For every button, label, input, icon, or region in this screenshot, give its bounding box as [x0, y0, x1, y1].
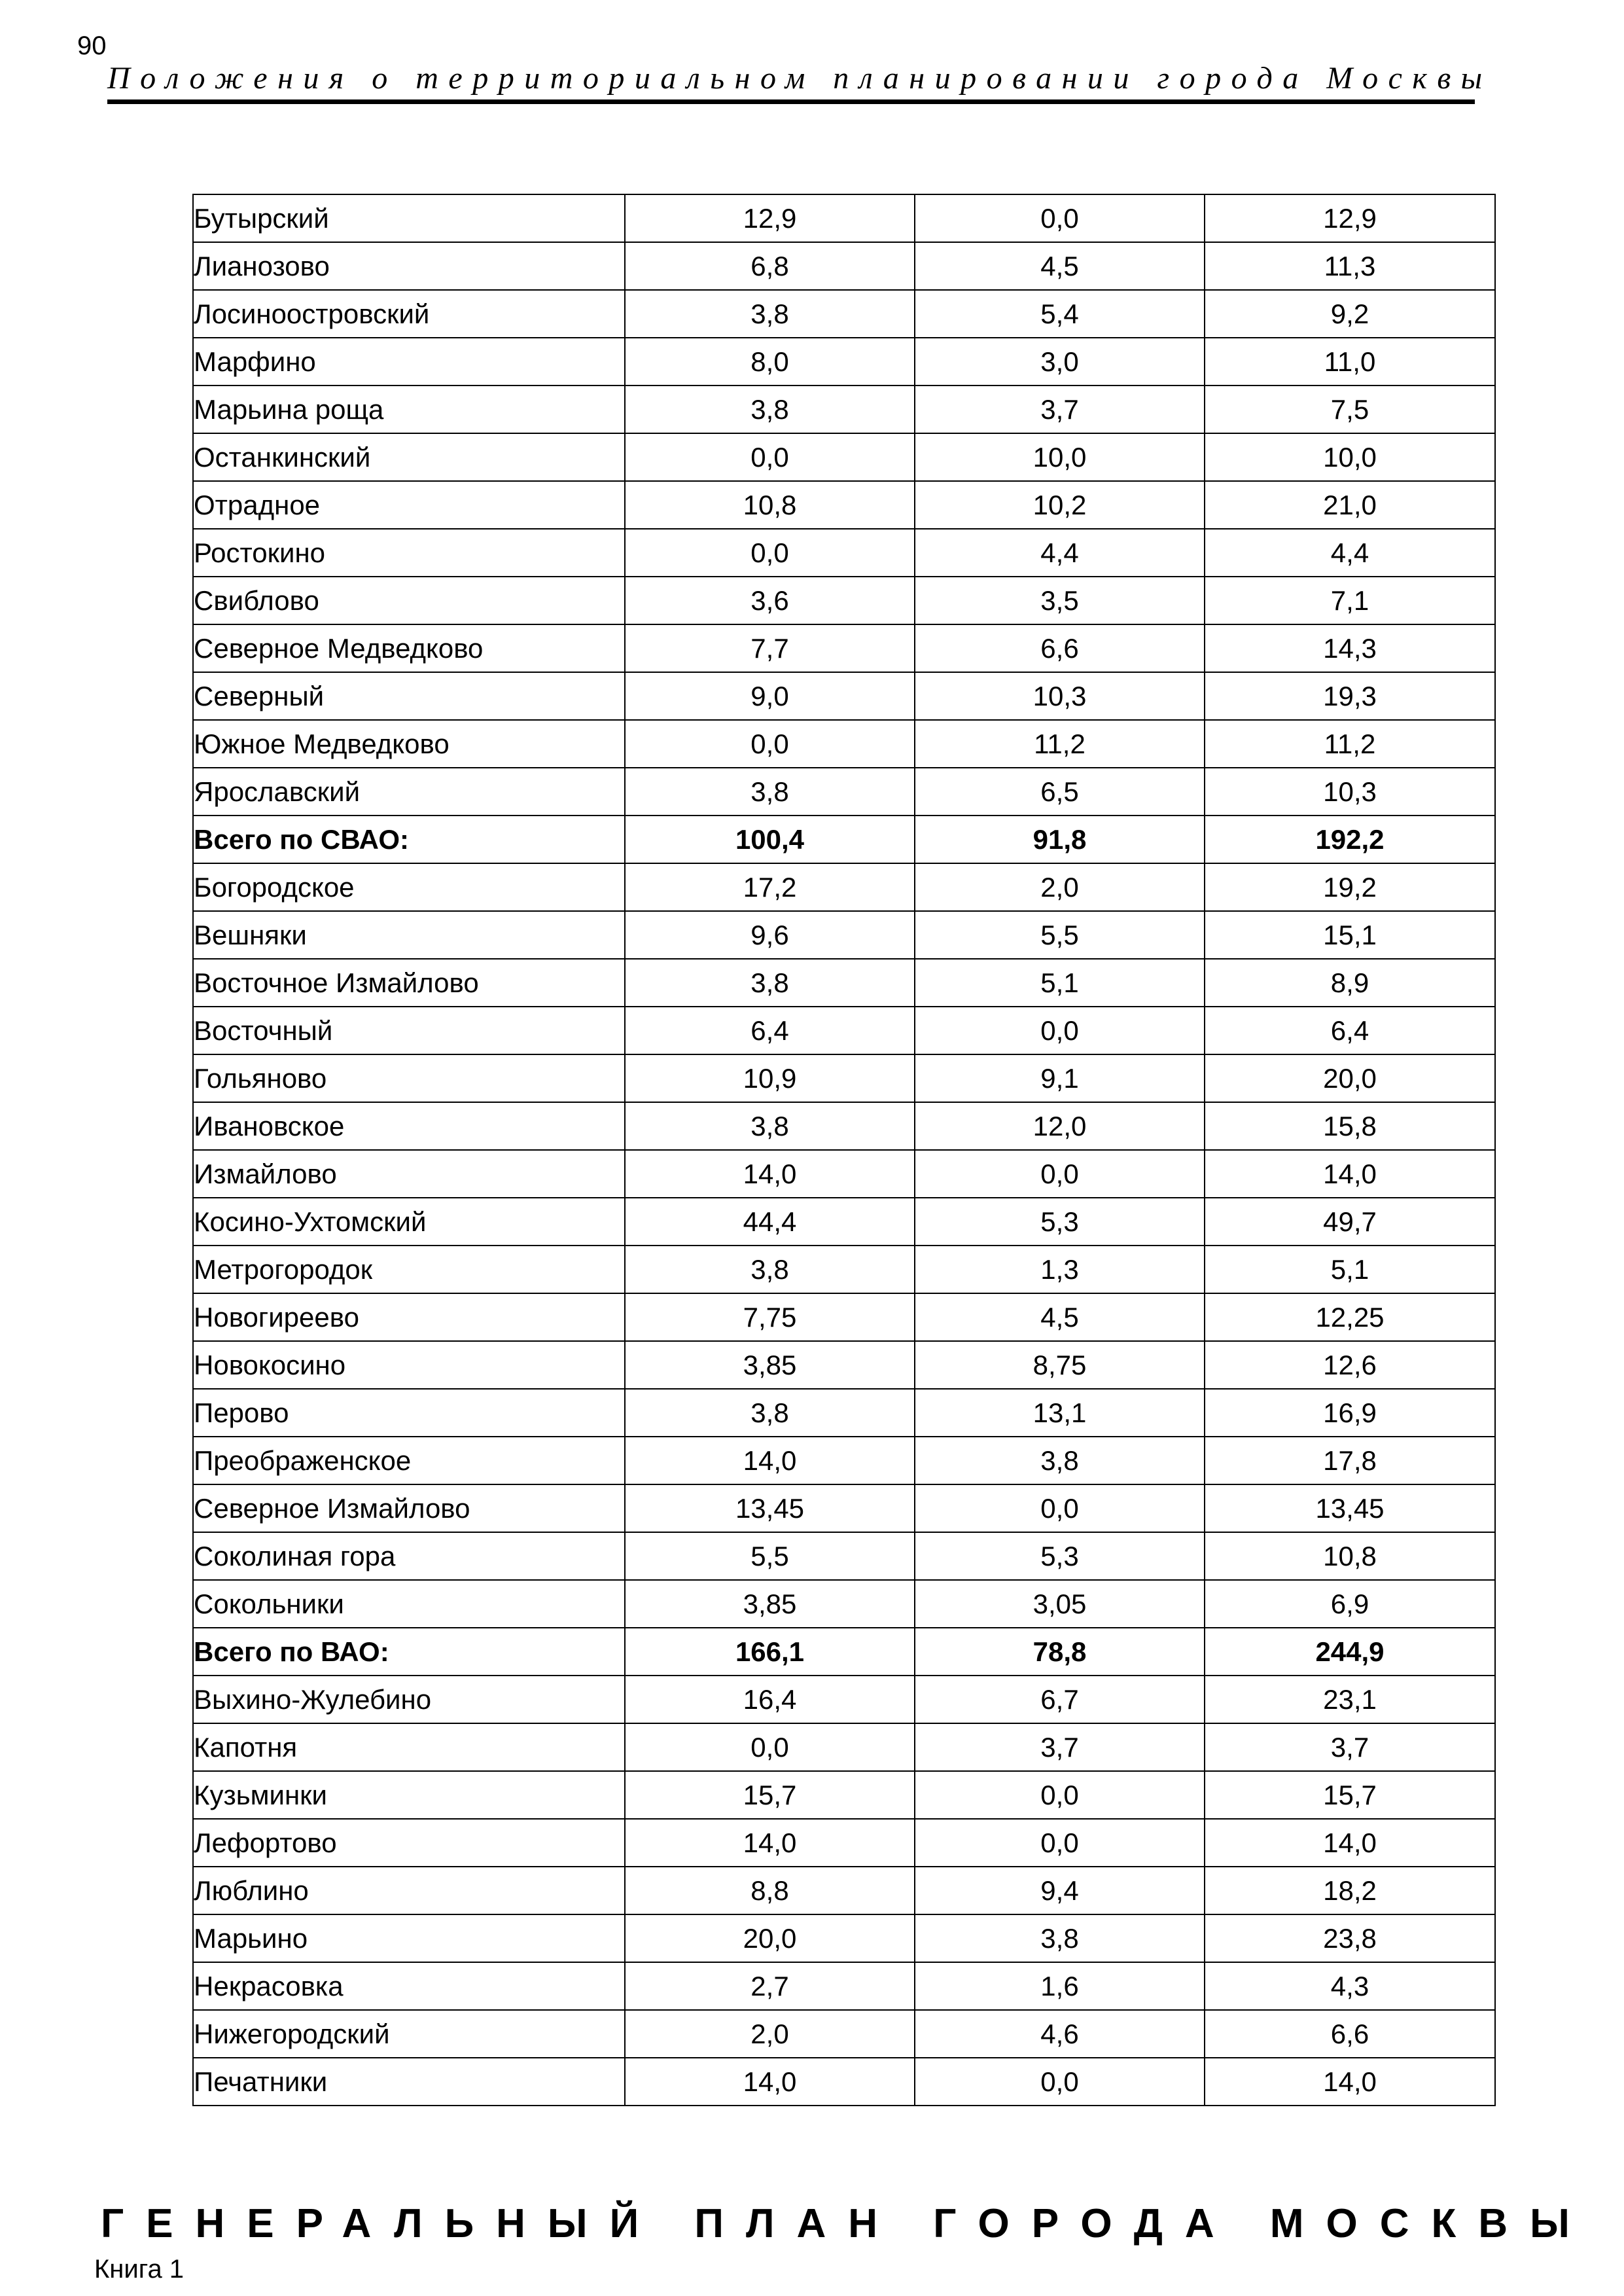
value-2-cell: 1,6: [915, 1962, 1205, 2010]
table-row: [193, 1867, 1495, 1914]
value-2-cell: 3,05: [915, 1580, 1205, 1628]
district-name-cell: Свиблово: [193, 577, 625, 624]
value-total-cell: 6,6: [1205, 2010, 1495, 2058]
district-name-cell: Марфино: [193, 338, 625, 386]
value-1-cell: 15,7: [625, 1771, 915, 1819]
value-total-cell: 10,0: [1205, 433, 1495, 481]
value-total-cell: 15,7: [1205, 1771, 1495, 1819]
value-total-cell: 10,8: [1205, 1532, 1495, 1580]
district-name-cell: Отрадное: [193, 481, 625, 529]
value-1-cell: 17,2: [625, 863, 915, 911]
value-1-cell: 3,85: [625, 1341, 915, 1389]
value-total-cell: 5,1: [1205, 1246, 1495, 1293]
value-2-cell: 0,0: [915, 194, 1205, 242]
table-row: [193, 1054, 1495, 1102]
value-total-cell: 21,0: [1205, 481, 1495, 529]
value-total-cell: 14,0: [1205, 1819, 1495, 1867]
value-1-cell: 5,5: [625, 1532, 915, 1580]
value-1-cell: 44,4: [625, 1198, 915, 1246]
value-1-cell: 6,8: [625, 242, 915, 290]
table-row: [193, 433, 1495, 481]
value-1-cell: 3,6: [625, 577, 915, 624]
value-1-cell: 0,0: [625, 433, 915, 481]
value-total-cell: 9,2: [1205, 290, 1495, 338]
value-total-cell: 18,2: [1205, 1867, 1495, 1914]
value-1-cell: 3,8: [625, 1246, 915, 1293]
value-total-cell: 23,8: [1205, 1914, 1495, 1962]
district-name-cell: Южное Медведково: [193, 720, 625, 768]
table-row: [193, 1246, 1495, 1293]
district-name-cell: Метрогородок: [193, 1246, 625, 1293]
value-2-cell: 9,4: [915, 1867, 1205, 1914]
value-1-cell: 12,9: [625, 194, 915, 242]
header-rule: [107, 99, 1475, 104]
table-body: [193, 194, 1495, 2106]
district-name-cell: Выхино-Жулебино: [193, 1676, 625, 1723]
district-name-cell: Восточный: [193, 1007, 625, 1054]
district-name-cell: Марьина роща: [193, 386, 625, 433]
value-2-cell: 91,8: [915, 816, 1205, 863]
table-row: [193, 1914, 1495, 1962]
district-name-cell: Печатники: [193, 2058, 625, 2106]
table-row: [193, 1580, 1495, 1628]
value-2-cell: 0,0: [915, 1007, 1205, 1054]
value-2-cell: 3,8: [915, 1914, 1205, 1962]
value-2-cell: 3,7: [915, 386, 1205, 433]
table-row: [193, 386, 1495, 433]
value-2-cell: 5,4: [915, 290, 1205, 338]
value-2-cell: 4,5: [915, 242, 1205, 290]
value-1-cell: 0,0: [625, 720, 915, 768]
value-1-cell: 100,4: [625, 816, 915, 863]
value-1-cell: 3,8: [625, 959, 915, 1007]
district-name-cell: Марьино: [193, 1914, 625, 1962]
value-total-cell: 10,3: [1205, 768, 1495, 816]
value-2-cell: 6,6: [915, 624, 1205, 672]
district-name-cell: Новокосино: [193, 1341, 625, 1389]
value-1-cell: 0,0: [625, 1723, 915, 1771]
table-row: [193, 720, 1495, 768]
district-name-cell: Бутырский: [193, 194, 625, 242]
value-total-cell: 14,3: [1205, 624, 1495, 672]
value-total-cell: 3,7: [1205, 1723, 1495, 1771]
table-row: [193, 1437, 1495, 1484]
value-2-cell: 0,0: [915, 2058, 1205, 2106]
value-total-cell: 12,25: [1205, 1293, 1495, 1341]
table-row: [193, 1532, 1495, 1580]
value-2-cell: 11,2: [915, 720, 1205, 768]
value-total-cell: 4,4: [1205, 529, 1495, 577]
table-row: [193, 1150, 1495, 1198]
value-total-cell: 7,5: [1205, 386, 1495, 433]
value-2-cell: 13,1: [915, 1389, 1205, 1437]
district-name-cell: Гольяново: [193, 1054, 625, 1102]
value-total-cell: 7,1: [1205, 577, 1495, 624]
value-2-cell: 8,75: [915, 1341, 1205, 1389]
value-1-cell: 2,7: [625, 1962, 915, 2010]
value-total-cell: 12,9: [1205, 194, 1495, 242]
district-name-cell: Косино-Ухтомский: [193, 1198, 625, 1246]
value-2-cell: 4,6: [915, 2010, 1205, 2058]
value-1-cell: 8,8: [625, 1867, 915, 1914]
district-data-table: [192, 194, 1496, 2106]
value-total-cell: 6,9: [1205, 1580, 1495, 1628]
value-total-cell: 11,2: [1205, 720, 1495, 768]
value-1-cell: 9,6: [625, 911, 915, 959]
value-2-cell: 4,4: [915, 529, 1205, 577]
value-1-cell: 16,4: [625, 1676, 915, 1723]
table-row: [193, 290, 1495, 338]
value-total-cell: 12,6: [1205, 1341, 1495, 1389]
district-name-cell: Кузьминки: [193, 1771, 625, 1819]
district-name-cell: Некрасовка: [193, 1962, 625, 2010]
value-total-cell: 16,9: [1205, 1389, 1495, 1437]
value-2-cell: 10,2: [915, 481, 1205, 529]
value-1-cell: 3,8: [625, 1389, 915, 1437]
table-row: [193, 577, 1495, 624]
value-2-cell: 78,8: [915, 1628, 1205, 1676]
value-2-cell: 5,3: [915, 1198, 1205, 1246]
value-1-cell: 13,45: [625, 1484, 915, 1532]
table-row: [193, 194, 1495, 242]
table-row: [193, 1676, 1495, 1723]
table-row: [193, 1819, 1495, 1867]
value-1-cell: 166,1: [625, 1628, 915, 1676]
value-total-cell: 14,0: [1205, 1150, 1495, 1198]
district-name-cell: Измайлово: [193, 1150, 625, 1198]
table-row: [193, 672, 1495, 720]
page-number: 90: [77, 31, 107, 60]
value-1-cell: 14,0: [625, 2058, 915, 2106]
value-total-cell: 19,2: [1205, 863, 1495, 911]
district-name-cell: Северное Измайлово: [193, 1484, 625, 1532]
value-2-cell: 0,0: [915, 1819, 1205, 1867]
table-row: [193, 959, 1495, 1007]
district-name-cell: Люблино: [193, 1867, 625, 1914]
value-2-cell: 0,0: [915, 1484, 1205, 1532]
value-total-cell: 6,4: [1205, 1007, 1495, 1054]
value-2-cell: 6,5: [915, 768, 1205, 816]
district-name-cell: Ивановское: [193, 1102, 625, 1150]
value-2-cell: 5,5: [915, 911, 1205, 959]
district-name-cell: Перово: [193, 1389, 625, 1437]
table-row: [193, 1198, 1495, 1246]
value-2-cell: 5,1: [915, 959, 1205, 1007]
value-1-cell: 2,0: [625, 2010, 915, 2058]
district-name-cell: Нижегородский: [193, 2010, 625, 2058]
value-2-cell: 10,3: [915, 672, 1205, 720]
value-1-cell: 10,9: [625, 1054, 915, 1102]
value-total-cell: 14,0: [1205, 2058, 1495, 2106]
value-2-cell: 5,3: [915, 1532, 1205, 1580]
value-total-cell: 15,1: [1205, 911, 1495, 959]
value-2-cell: 1,3: [915, 1246, 1205, 1293]
table-total-row: [193, 1628, 1495, 1676]
district-name-cell: Лефортово: [193, 1819, 625, 1867]
district-name-cell: Восточное Измайлово: [193, 959, 625, 1007]
table-row: [193, 1484, 1495, 1532]
district-name-cell: Богородское: [193, 863, 625, 911]
value-1-cell: 3,85: [625, 1580, 915, 1628]
table-row: [193, 863, 1495, 911]
value-1-cell: 14,0: [625, 1437, 915, 1484]
table-row: [193, 768, 1495, 816]
table-row: [193, 911, 1495, 959]
value-1-cell: 7,75: [625, 1293, 915, 1341]
value-1-cell: 9,0: [625, 672, 915, 720]
district-name-cell: Новогиреево: [193, 1293, 625, 1341]
table-row: [193, 2010, 1495, 2058]
value-1-cell: 10,8: [625, 481, 915, 529]
value-total-cell: 244,9: [1205, 1628, 1495, 1676]
district-name-cell: Соколиная гора: [193, 1532, 625, 1580]
value-1-cell: 3,8: [625, 290, 915, 338]
district-name-cell: Всего по ВАО:: [193, 1628, 625, 1676]
value-1-cell: 3,8: [625, 386, 915, 433]
value-total-cell: 15,8: [1205, 1102, 1495, 1150]
value-1-cell: 14,0: [625, 1819, 915, 1867]
value-total-cell: 11,0: [1205, 338, 1495, 386]
value-total-cell: 8,9: [1205, 959, 1495, 1007]
value-2-cell: 0,0: [915, 1150, 1205, 1198]
value-total-cell: 4,3: [1205, 1962, 1495, 2010]
value-total-cell: 11,3: [1205, 242, 1495, 290]
district-name-cell: Вешняки: [193, 911, 625, 959]
table-row: [193, 529, 1495, 577]
value-2-cell: 2,0: [915, 863, 1205, 911]
value-2-cell: 9,1: [915, 1054, 1205, 1102]
district-name-cell: Северное Медведково: [193, 624, 625, 672]
value-2-cell: 12,0: [915, 1102, 1205, 1150]
table-row: [193, 624, 1495, 672]
value-2-cell: 6,7: [915, 1676, 1205, 1723]
footer-book-label: Книга 1: [94, 2255, 185, 2284]
table-row: [193, 2058, 1495, 2106]
running-header-title: Положения о территориальном планировании города Москвы: [107, 61, 1492, 96]
value-2-cell: 3,0: [915, 338, 1205, 386]
value-2-cell: 10,0: [915, 433, 1205, 481]
table-row: [193, 338, 1495, 386]
table-row: [193, 1007, 1495, 1054]
district-name-cell: Сокольники: [193, 1580, 625, 1628]
value-2-cell: 3,5: [915, 577, 1205, 624]
district-name-cell: Ростокино: [193, 529, 625, 577]
value-2-cell: 0,0: [915, 1771, 1205, 1819]
value-2-cell: 4,5: [915, 1293, 1205, 1341]
value-total-cell: 13,45: [1205, 1484, 1495, 1532]
value-1-cell: 20,0: [625, 1914, 915, 1962]
table-row: [193, 242, 1495, 290]
district-name-cell: Всего по СВАО:: [193, 816, 625, 863]
value-2-cell: 3,8: [915, 1437, 1205, 1484]
value-2-cell: 3,7: [915, 1723, 1205, 1771]
value-1-cell: 7,7: [625, 624, 915, 672]
district-name-cell: Северный: [193, 672, 625, 720]
table-row: [193, 1771, 1495, 1819]
district-name-cell: Лосиноостровский: [193, 290, 625, 338]
value-total-cell: 192,2: [1205, 816, 1495, 863]
table-row: [193, 1962, 1495, 2010]
value-1-cell: 3,8: [625, 768, 915, 816]
district-name-cell: Преображенское: [193, 1437, 625, 1484]
value-total-cell: 20,0: [1205, 1054, 1495, 1102]
value-1-cell: 14,0: [625, 1150, 915, 1198]
value-1-cell: 8,0: [625, 338, 915, 386]
footer-title: ГЕНЕРАЛЬНЫЙ ПЛАН ГОРОДА МОСКВЫ: [101, 2201, 1592, 2246]
value-total-cell: 49,7: [1205, 1198, 1495, 1246]
district-name-cell: Останкинский: [193, 433, 625, 481]
district-name-cell: Лианозово: [193, 242, 625, 290]
district-name-cell: Ярославский: [193, 768, 625, 816]
table-row: [193, 1293, 1495, 1341]
value-1-cell: 0,0: [625, 529, 915, 577]
table-row: [193, 1102, 1495, 1150]
table-row: [193, 1723, 1495, 1771]
value-total-cell: 23,1: [1205, 1676, 1495, 1723]
table-row: [193, 481, 1495, 529]
table-total-row: [193, 816, 1495, 863]
value-1-cell: 3,8: [625, 1102, 915, 1150]
table-row: [193, 1389, 1495, 1437]
table-row: [193, 1341, 1495, 1389]
value-total-cell: 19,3: [1205, 672, 1495, 720]
value-1-cell: 6,4: [625, 1007, 915, 1054]
district-name-cell: Капотня: [193, 1723, 625, 1771]
value-total-cell: 17,8: [1205, 1437, 1495, 1484]
